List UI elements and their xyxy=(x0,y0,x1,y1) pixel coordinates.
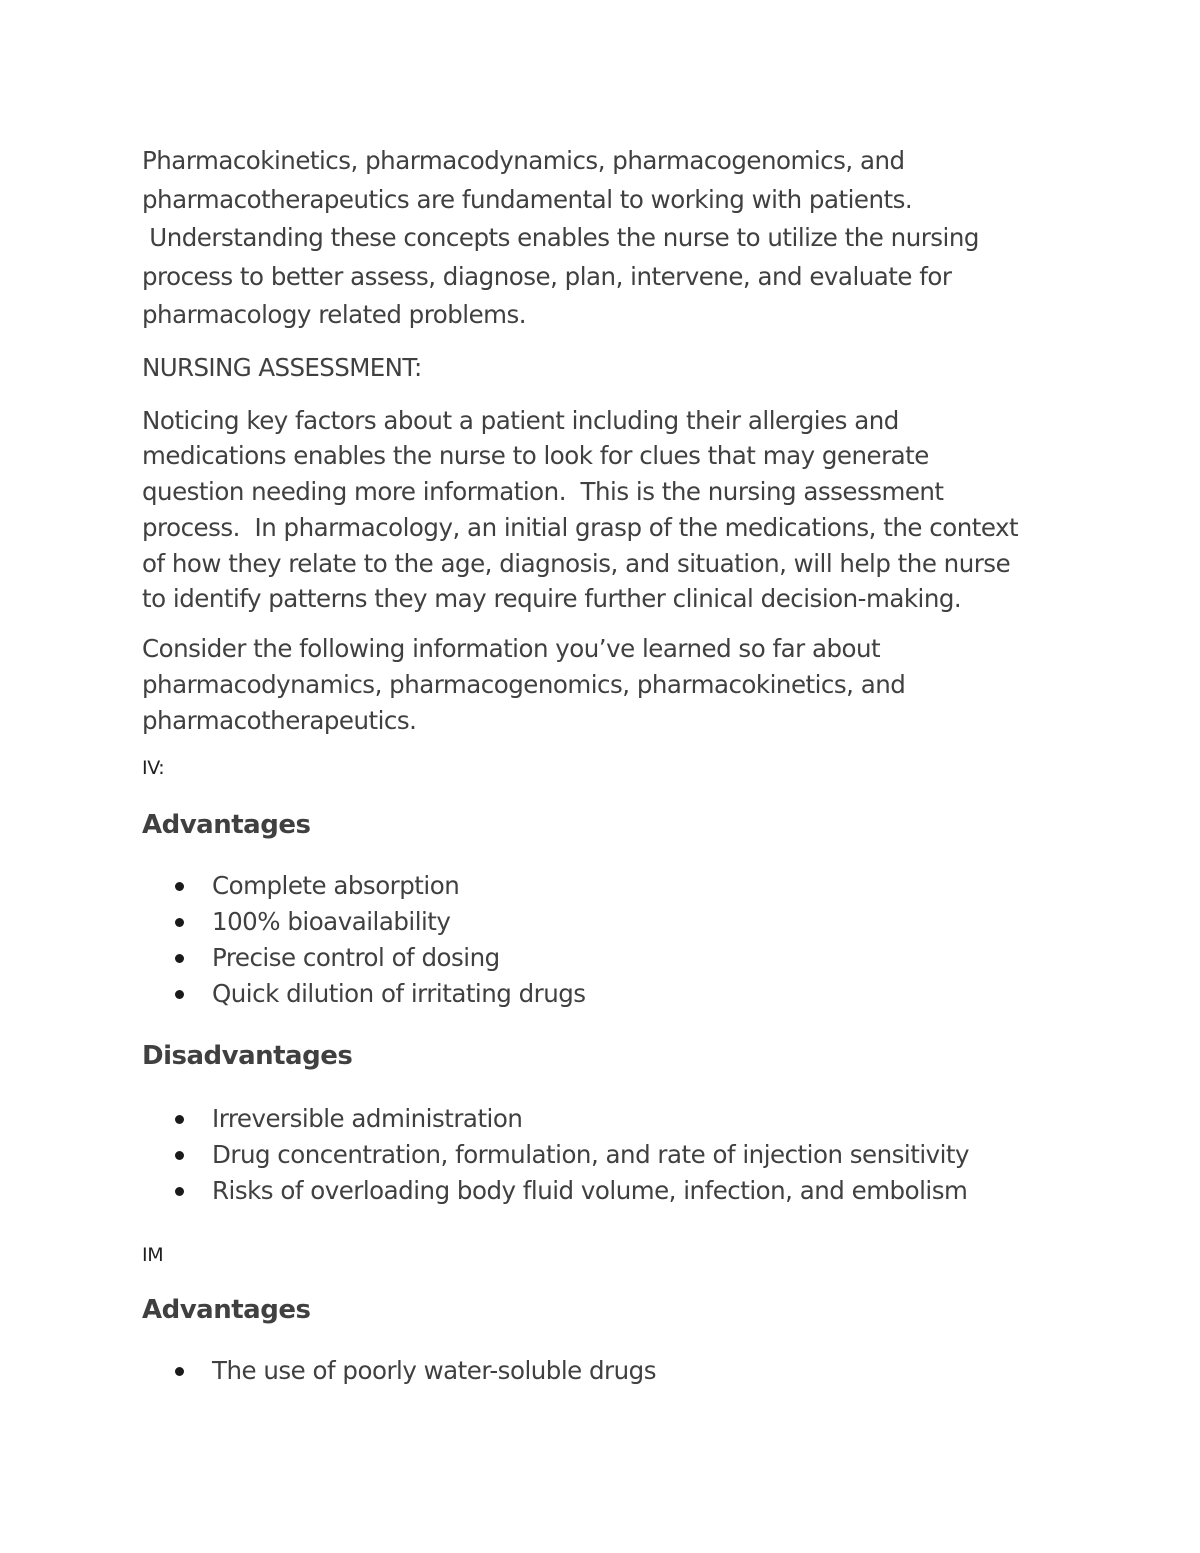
iv-label: IV: xyxy=(142,756,165,779)
nursing-assessment-heading: NURSING ASSESSMENT: xyxy=(142,352,422,382)
document-page xyxy=(142,142,1062,1389)
list-item xyxy=(142,940,1062,976)
bullet-icon xyxy=(175,882,184,891)
assessment-line: Noticing key factors about a patient including their allergies and xyxy=(142,405,899,435)
intro-line: Pharmacokinetics, pharmacodynamics, pharmacogenomics, and xyxy=(142,146,905,175)
consider-line: pharmacotherapeutics. xyxy=(142,705,417,735)
im-advantages-list xyxy=(142,1353,1062,1389)
im-label: IM xyxy=(142,1243,164,1266)
list-item-text: Risks of overloading body fluid volume, infection, and embolism xyxy=(212,1175,968,1205)
iv-advantages-heading: Advantages xyxy=(142,809,311,840)
list-item xyxy=(142,976,1062,1012)
bullet-icon xyxy=(175,1367,184,1376)
intro-line: pharmacology related problems. xyxy=(142,300,527,329)
consider-line: Consider the following information you’ve learned so far about xyxy=(142,634,881,664)
list-item-text: Precise control of dosing xyxy=(212,942,500,972)
im-advantages-heading: Advantages xyxy=(142,1294,311,1325)
bullet-icon xyxy=(175,990,184,999)
assessment-line: process. In pharmacology, an initial grasp of the medications, the context xyxy=(142,512,1019,542)
assessment-line: of how they relate to the age, diagnosis, and situation, will help the nurse xyxy=(142,548,1011,578)
iv-disadvantages-list xyxy=(142,1101,1062,1209)
assessment-line: question needing more information. This is the nursing assessment xyxy=(142,477,944,507)
intro-paragraph xyxy=(142,142,1062,335)
list-item xyxy=(142,1101,1062,1137)
list-item xyxy=(142,868,1062,904)
consider-line: pharmacodynamics, pharmacogenomics, pharmacokinetics, and xyxy=(142,670,906,700)
list-item-text: Quick dilution of irritating drugs xyxy=(212,978,586,1008)
intro-line: process to better assess, diagnose, plan, intervene, and evaluate for xyxy=(142,261,952,291)
list-item-text: Drug concentration, formulation, and rate of injection sensitivity xyxy=(212,1139,970,1169)
iv-advantages-list xyxy=(142,868,1062,1012)
list-item xyxy=(142,1173,1062,1209)
bullet-icon xyxy=(175,1187,184,1196)
assessment-paragraph xyxy=(142,403,1062,618)
list-item-text: 100% bioavailability xyxy=(212,906,451,936)
list-item xyxy=(142,1137,1062,1173)
assessment-line: to identify patterns they may require further clinical decision-making. xyxy=(142,584,962,614)
list-item xyxy=(142,1353,1062,1389)
list-item-text: Irreversible administration xyxy=(212,1103,523,1133)
intro-line: Understanding these concepts enables the nurse to utilize the nursing xyxy=(142,223,979,252)
iv-disadvantages-heading: Disadvantages xyxy=(142,1040,353,1071)
bullet-icon xyxy=(175,954,184,963)
consider-paragraph xyxy=(142,631,1062,738)
bullet-icon xyxy=(175,1115,184,1124)
list-item-text: Complete absorption xyxy=(212,870,460,900)
intro-line: pharmacotherapeutics are fundamental to working with patients. xyxy=(142,184,913,214)
bullet-icon xyxy=(175,1151,184,1160)
list-item-text: The use of poorly water-soluble drugs xyxy=(212,1355,656,1385)
assessment-line: medications enables the nurse to look for clues that may generate xyxy=(142,441,929,471)
list-item xyxy=(142,904,1062,940)
bullet-icon xyxy=(175,918,184,927)
